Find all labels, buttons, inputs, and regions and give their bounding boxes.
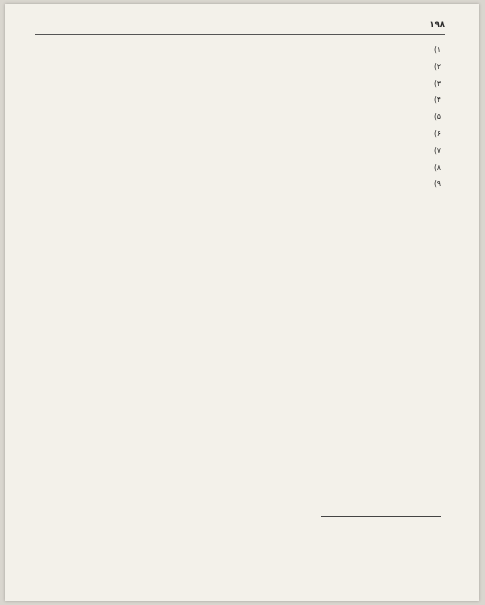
item-number: ۸) <box>433 162 441 172</box>
list-item <box>39 92 441 109</box>
list-item <box>39 176 441 193</box>
list-item <box>39 109 441 126</box>
list-item <box>39 76 441 93</box>
body-text <box>39 42 441 193</box>
list-item <box>39 59 441 76</box>
list-item <box>39 126 441 143</box>
item-number: ۶) <box>433 128 441 138</box>
running-head <box>35 18 445 32</box>
item-number: ۲) <box>433 61 441 71</box>
list-item <box>39 160 441 177</box>
footnote-divider <box>321 516 441 517</box>
page-number: ۱۹۸ <box>429 20 445 30</box>
item-number: ۹) <box>433 179 441 189</box>
item-number: ۴) <box>433 95 441 105</box>
header-divider <box>35 34 445 35</box>
item-number: ۷) <box>433 145 441 155</box>
item-number: ۱) <box>433 45 441 54</box>
list-item <box>39 42 441 59</box>
item-number: ۵) <box>433 112 441 122</box>
document-page <box>5 4 479 601</box>
item-number: ۳) <box>433 78 441 88</box>
list-item <box>39 143 441 160</box>
